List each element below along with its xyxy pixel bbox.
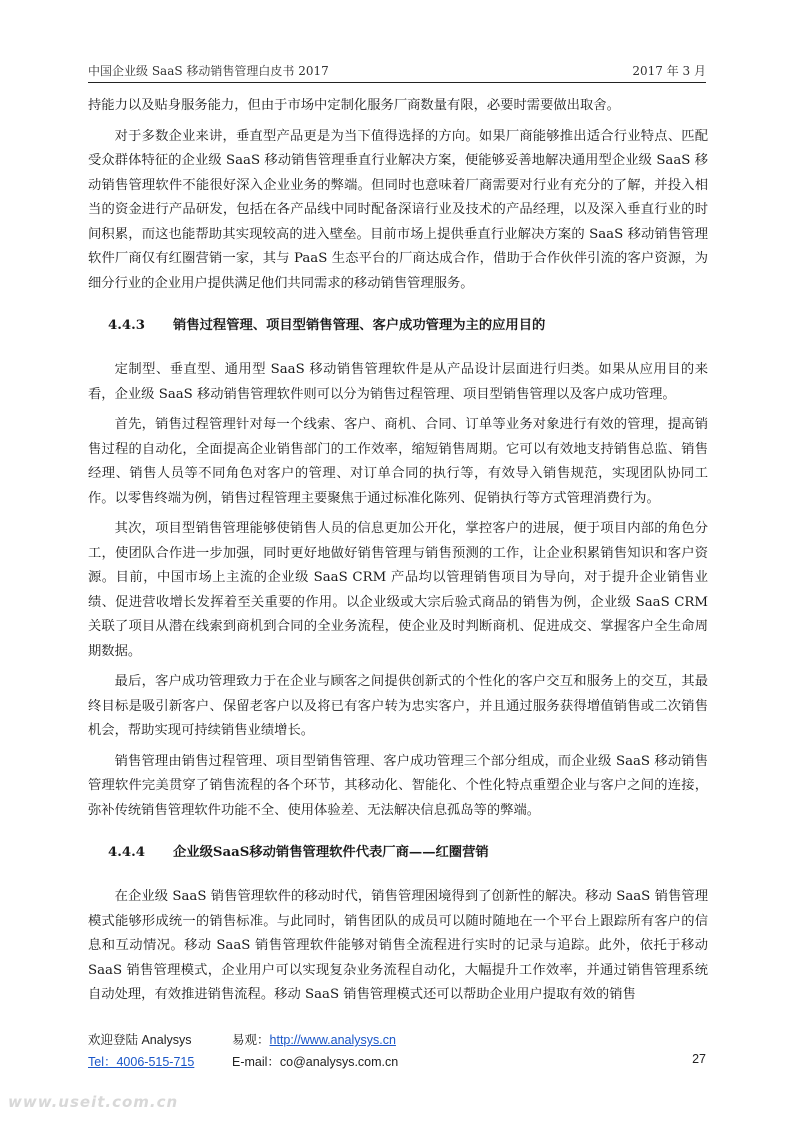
watermark: www.useit.com.cn [8, 1093, 179, 1111]
page-content [88, 94, 708, 1014]
page-header [88, 58, 706, 83]
paragraph: 定制型、垂直型、通用型 SaaS 移动销售管理软件是从产品设计层面进行归类。如果从应用目的来看，企业级 SaaS 移动销售管理软件则可以分为销售过程管理、项目型销售管理以及客户成功管理。 [88, 362, 708, 402]
document-title: 中国企业级 SaaS 移动销售管理白皮书 2017 [88, 64, 329, 78]
footer-email: E-mail：co@analysys.com.cn [232, 1055, 399, 1069]
footer-site [232, 1030, 396, 1048]
paragraph: 销售管理由销售过程管理、项目型销售管理、客户成功管理三个部分组成，而企业级 SaaS 移动销售管理软件完美贯穿了销售流程的各个环节，其移动化、智能化、个性化特点重塑企业与客户之间的连接，弥补传统销售管理软件功能不全、使用体验差、无法解决信息孤岛等的弊端。 [88, 753, 708, 818]
footer-site-label: 易观： [232, 1033, 270, 1047]
section-heading-4-4-3 [88, 314, 708, 338]
paragraph: 持能力以及贴身服务能力，但由于市场中定制化服务厂商数量有限，必要时需要做出取舍。 [88, 98, 620, 113]
paragraph: 在企业级 SaaS 销售管理软件的移动时代，销售管理困境得到了创新性的解决。移动 SaaS 销售管理模式能够形成统一的销售标准。与此同时，销售团队的成员可以随时随地在一个平台上跟踪所有客户的信息和互动情况。移动 SaaS 销售管理软件能够对销售全流程进行实时的记录与追踪。此外，依托于移动 SaaS 销售管理模式，企业用户可以实现复杂业务流程自动化，大幅提升工作效率，并通过销售管理系统自动处理，有效推进销售流程。移动 SaaS 销售管理模式还可以帮助企业用户提取有效的销售 [88, 889, 708, 1002]
website-link[interactable]: http://www.analysys.cn [269, 1033, 396, 1047]
paragraph: 首先，销售过程管理针对每一个线索、客户、商机、合同、订单等业务对象进行有效的管理，提高销售过程的自动化，全面提高企业销售部门的工作效率，缩短销售周期。它可以有效地支持销售总监、销售经理、销售人员等不同角色对客户的管理、对订单合同的执行等，有效导入销售规范，实现团队协同工作。以零售终端为例，销售过程管理主要聚焦于通过标准化陈列、促销执行等方式管理消费行为。 [88, 417, 708, 506]
footer-welcome: 欢迎登陆 Analysys [88, 1033, 192, 1047]
section-title: 企业级SaaS移动销售管理软件代表厂商——红圈营销 [173, 845, 489, 860]
section-number: 4.4.4 [108, 845, 146, 860]
paragraph: 其次，项目型销售管理能够使销售人员的信息更加公开化，掌控客户的进展，便于项目内部的角色分工，使团队合作进一步加强，同时更好地做好销售管理与销售预测的工作，让企业积累销售知识和客户资源。目前，中国市场上主流的企业级 SaaS CRM 产品均以管理销售项目为导向，对于提升企业销售业绩、促进营收增长发挥着至关重要的作用。以企业级或大宗后验式商品的销售为例，企业级 SaaS CRM 关联了项目从潜在线索到商机到合同的全业务流程，使企业及时判断商机、促进成交、掌握客户全生命周期数据。 [88, 521, 708, 659]
paragraph: 对于多数企业来讲，垂直型产品更是为当下值得选择的方向。如果厂商能够推出适合行业特点、匹配受众群体特征的企业级 SaaS 移动销售管理垂直行业解决方案，便能够妥善地解决通用型企业级 SaaS 移动销售管理软件不能很好深入企业业务的弊端。但同时也意味着厂商需要对行业有充分的了解，并投入相当的资金进行产品研发，包括在各产品线中同时配备深谙行业及技术的产品经理，以及深入垂直行业的时间积累，而这也能帮助其实现较高的进入壁垒。目前市场上提供垂直行业解决方案的 SaaS 移动销售管理软件厂商仅有红圈营销一家，其与 PaaS 生态平台的厂商达成合作，借助于合作伙伴引流的客户资源，为细分行业的企业用户提供满足他们共同需求的移动销售管理服务。 [88, 128, 708, 291]
section-number: 4.4.3 [108, 318, 146, 333]
footer-tel[interactable]: Tel：4006-515-715 [88, 1055, 195, 1069]
section-title: 销售过程管理、项目型销售管理、客户成功管理为主的应用目的 [173, 318, 546, 333]
page-number: 27 [692, 1052, 706, 1066]
page-footer [88, 1030, 706, 1074]
section-heading-4-4-4 [88, 841, 708, 865]
paragraph: 最后，客户成功管理致力于在企业与顾客之间提供创新式的个性化的客户交互和服务上的交互，其最终目标是吸引新客户、保留老客户以及将已有客户转为忠实客户，并且通过服务获得增值销售或二次销售机会，帮助实现可持续销售业绩增长。 [88, 674, 708, 738]
document-date: 2017 年 3 月 [632, 64, 706, 78]
